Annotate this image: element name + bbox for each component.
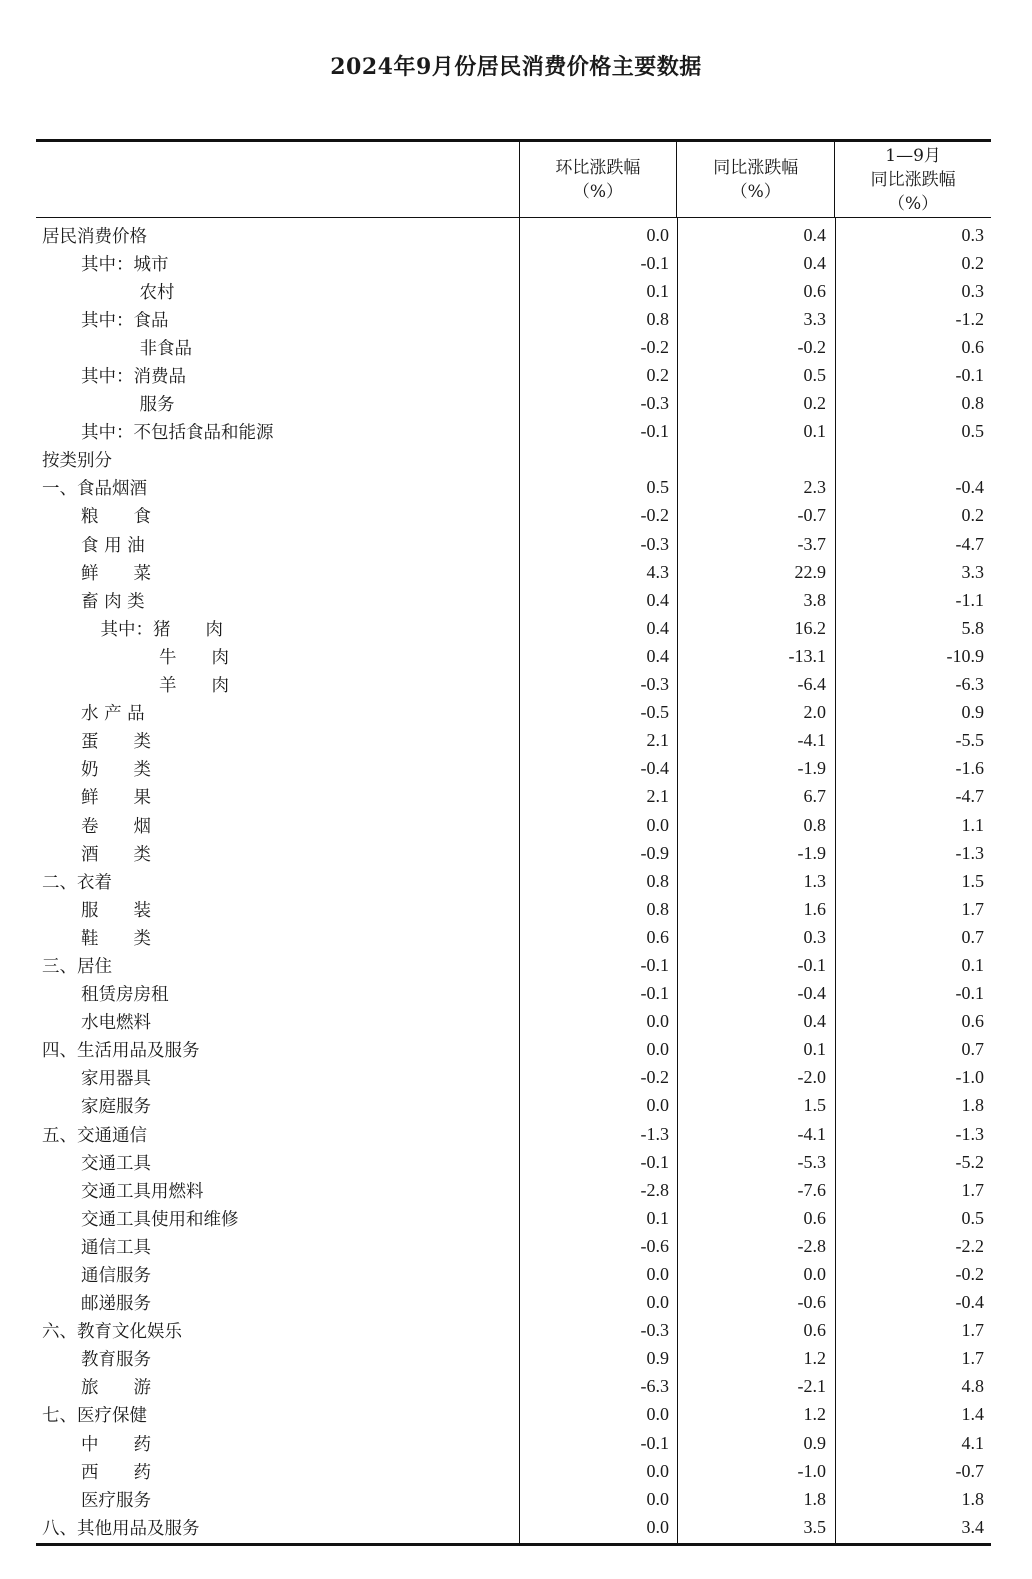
ytd-value: 1.7 xyxy=(961,1179,984,1200)
ytd-value: -10.9 xyxy=(946,645,984,666)
yoy-value: 2.3 xyxy=(803,477,826,498)
row-label: 非食品 xyxy=(139,338,192,359)
ytd-value: -0.4 xyxy=(955,477,984,498)
yoy-value: 0.8 xyxy=(803,814,826,835)
row-label: 鞋 类 xyxy=(81,928,151,949)
header-yoy-line2: （%） xyxy=(730,181,781,202)
mom-value: -0.5 xyxy=(640,702,669,723)
header-ytd xyxy=(834,142,991,217)
row-label: 按类别分 xyxy=(42,451,112,472)
mom-value: 0.2 xyxy=(646,365,669,386)
ytd-value: 0.3 xyxy=(961,280,984,301)
yoy-value: 0.2 xyxy=(803,393,826,414)
row-label: 其中：猪 肉 xyxy=(100,619,223,640)
mom-value: -0.6 xyxy=(640,1235,669,1256)
mom-value: -0.3 xyxy=(640,674,669,695)
ytd-value: 0.1 xyxy=(961,954,984,975)
table-row xyxy=(36,249,991,277)
column-divider xyxy=(519,218,520,1543)
row-label: 水 产 品 xyxy=(81,704,145,725)
yoy-value: 0.4 xyxy=(803,224,826,245)
row-label: 通信工具 xyxy=(81,1237,151,1258)
row-label: 农村 xyxy=(139,282,175,303)
ytd-value: 1.7 xyxy=(961,898,984,919)
row-label: 八、其他用品及服务 xyxy=(42,1518,200,1539)
row-label: 家用器具 xyxy=(81,1069,151,1090)
header-label-cell xyxy=(36,142,519,217)
table-row xyxy=(36,1513,991,1541)
table-row xyxy=(36,727,991,755)
table-row xyxy=(36,390,991,418)
mom-value: 0.4 xyxy=(646,645,669,666)
mom-value: 0.0 xyxy=(646,224,669,245)
yoy-value: 3.8 xyxy=(803,589,826,610)
mom-value: 2.1 xyxy=(646,786,669,807)
row-label: 交通工具用燃料 xyxy=(81,1181,204,1202)
row-label: 居民消费价格 xyxy=(42,226,147,247)
mom-value: 0.0 xyxy=(646,1039,669,1060)
table-row xyxy=(36,1289,991,1317)
ytd-value: 0.7 xyxy=(961,1039,984,1060)
row-label: 服务 xyxy=(139,395,175,416)
row-label: 旅 游 xyxy=(81,1378,151,1399)
table-row xyxy=(36,811,991,839)
yoy-value: -2.1 xyxy=(797,1376,826,1397)
row-label: 六、教育文化娱乐 xyxy=(42,1322,182,1343)
yoy-value: 22.9 xyxy=(794,561,826,582)
mom-value: 0.8 xyxy=(646,870,669,891)
yoy-value: -0.1 xyxy=(797,954,826,975)
ytd-value: 0.7 xyxy=(961,926,984,947)
ytd-value: 3.3 xyxy=(961,561,984,582)
yoy-value: 0.6 xyxy=(803,1207,826,1228)
row-label: 医疗服务 xyxy=(81,1490,151,1511)
ytd-value: -2.2 xyxy=(955,1235,984,1256)
yoy-value: 0.6 xyxy=(803,280,826,301)
yoy-value: -7.6 xyxy=(797,1179,826,1200)
ytd-value: -1.2 xyxy=(955,308,984,329)
header-mom-line1: 环比涨跌幅 xyxy=(555,157,641,178)
mom-value: 4.3 xyxy=(646,561,669,582)
yoy-value: 0.3 xyxy=(803,926,826,947)
ytd-value: 0.5 xyxy=(961,1207,984,1228)
mom-value: 0.4 xyxy=(646,617,669,638)
table-row xyxy=(36,867,991,895)
yoy-value: -2.0 xyxy=(797,1067,826,1088)
table-row xyxy=(36,755,991,783)
header-ytd-line3: （%） xyxy=(888,193,939,214)
table-row xyxy=(36,530,991,558)
table-row xyxy=(36,951,991,979)
cpi-table xyxy=(36,139,991,1546)
mom-value: 0.0 xyxy=(646,814,669,835)
ytd-value: 0.6 xyxy=(961,336,984,357)
yoy-value: 0.1 xyxy=(803,1039,826,1060)
mom-value: 0.0 xyxy=(646,1460,669,1481)
mom-value: 0.9 xyxy=(646,1348,669,1369)
ytd-value: 0.8 xyxy=(961,393,984,414)
ytd-value: 0.2 xyxy=(961,505,984,526)
mom-value: 0.1 xyxy=(646,1207,669,1228)
yoy-value: 0.5 xyxy=(803,365,826,386)
yoy-value: 1.2 xyxy=(803,1404,826,1425)
mom-value: 0.6 xyxy=(646,926,669,947)
mom-value: -0.3 xyxy=(640,533,669,554)
column-divider xyxy=(677,218,678,1543)
yoy-value: 0.4 xyxy=(803,1011,826,1032)
ytd-value: 1.8 xyxy=(961,1488,984,1509)
row-label: 卷 烟 xyxy=(81,816,151,837)
ytd-value: -4.7 xyxy=(955,786,984,807)
yoy-value: -13.1 xyxy=(788,645,826,666)
row-label: 中 药 xyxy=(81,1434,151,1455)
ytd-value: 1.5 xyxy=(961,870,984,891)
table-row xyxy=(36,1064,991,1092)
table-row xyxy=(36,502,991,530)
table-row xyxy=(36,1401,991,1429)
mom-value: 0.0 xyxy=(646,1011,669,1032)
mom-value: -6.3 xyxy=(640,1376,669,1397)
mom-value: 0.5 xyxy=(646,477,669,498)
row-label: 其中：城市 xyxy=(81,254,169,275)
table-row xyxy=(36,474,991,502)
table-row xyxy=(36,699,991,727)
ytd-value: -0.4 xyxy=(955,1292,984,1313)
table-row xyxy=(36,361,991,389)
mom-value: 0.8 xyxy=(646,898,669,919)
row-label: 邮递服务 xyxy=(81,1294,151,1315)
ytd-value: -0.7 xyxy=(955,1460,984,1481)
header-mom-line2: （%） xyxy=(572,181,623,202)
mom-value: -0.2 xyxy=(640,336,669,357)
table-row xyxy=(36,642,991,670)
row-label: 畜 肉 类 xyxy=(81,591,145,612)
ytd-value: 1.7 xyxy=(961,1320,984,1341)
yoy-value: -1.9 xyxy=(797,842,826,863)
row-label: 通信服务 xyxy=(81,1266,151,1287)
row-label: 租赁房房租 xyxy=(81,985,169,1006)
yoy-value: 0.9 xyxy=(803,1432,826,1453)
column-divider xyxy=(835,218,836,1543)
table-row xyxy=(36,923,991,951)
table-row xyxy=(36,839,991,867)
row-label: 四、生活用品及服务 xyxy=(42,1041,200,1062)
ytd-value: -1.3 xyxy=(955,1123,984,1144)
table-row xyxy=(36,333,991,361)
row-label: 家庭服务 xyxy=(81,1097,151,1118)
mom-value: 0.0 xyxy=(646,1292,669,1313)
mom-value: -1.3 xyxy=(640,1123,669,1144)
ytd-value: 4.8 xyxy=(961,1376,984,1397)
mom-value: -0.4 xyxy=(640,758,669,779)
mom-value: -0.9 xyxy=(640,842,669,863)
row-label: 服 装 xyxy=(81,900,151,921)
ytd-value: -0.1 xyxy=(955,365,984,386)
table-row xyxy=(36,1317,991,1345)
yoy-value: 3.5 xyxy=(803,1516,826,1537)
row-label: 一、食品烟酒 xyxy=(42,479,147,500)
row-label: 交通工具使用和维修 xyxy=(81,1209,239,1230)
mom-value: -0.1 xyxy=(640,954,669,975)
row-label: 水电燃料 xyxy=(81,1013,151,1034)
yoy-value: 0.1 xyxy=(803,421,826,442)
mom-value: 0.4 xyxy=(646,589,669,610)
row-label: 蛋 类 xyxy=(81,732,151,753)
yoy-value: -5.3 xyxy=(797,1151,826,1172)
table-row xyxy=(36,1204,991,1232)
ytd-value: -1.6 xyxy=(955,758,984,779)
ytd-value: -1.3 xyxy=(955,842,984,863)
header-ytd-line1: 1—9月 xyxy=(885,145,941,166)
yoy-value: 1.8 xyxy=(803,1488,826,1509)
table-row xyxy=(36,895,991,923)
table-row xyxy=(36,1429,991,1457)
mom-value: -0.1 xyxy=(640,421,669,442)
row-label: 五、交通通信 xyxy=(42,1125,147,1146)
row-label: 三、居住 xyxy=(42,956,112,977)
mom-value: 0.0 xyxy=(646,1488,669,1509)
mom-value: -0.3 xyxy=(640,1320,669,1341)
table-row xyxy=(36,446,991,474)
yoy-value: 1.3 xyxy=(803,870,826,891)
table-row xyxy=(36,1457,991,1485)
table-row xyxy=(36,671,991,699)
yoy-value: -4.1 xyxy=(797,1123,826,1144)
table-row xyxy=(36,783,991,811)
row-label: 二、衣着 xyxy=(42,872,112,893)
yoy-value: -0.2 xyxy=(797,336,826,357)
mom-value: 0.0 xyxy=(646,1516,669,1537)
row-label: 粮 食 xyxy=(81,507,151,528)
yoy-value: -0.4 xyxy=(797,983,826,1004)
table-row xyxy=(36,1148,991,1176)
yoy-value: -1.0 xyxy=(797,1460,826,1481)
ytd-value: -4.7 xyxy=(955,533,984,554)
ytd-value: -6.3 xyxy=(955,674,984,695)
row-label: 酒 类 xyxy=(81,844,151,865)
table-row xyxy=(36,305,991,333)
table-row xyxy=(36,418,991,446)
row-label: 交通工具 xyxy=(81,1153,151,1174)
table-row xyxy=(36,1373,991,1401)
mom-value: 0.0 xyxy=(646,1404,669,1425)
yoy-value: -2.8 xyxy=(797,1235,826,1256)
table-row xyxy=(36,558,991,586)
table-row xyxy=(36,586,991,614)
table-body xyxy=(36,218,991,1543)
table-row xyxy=(36,221,991,249)
yoy-value: -1.9 xyxy=(797,758,826,779)
yoy-value: 3.3 xyxy=(803,308,826,329)
yoy-value: 2.0 xyxy=(803,702,826,723)
ytd-value: 5.8 xyxy=(961,617,984,638)
table-row xyxy=(36,1120,991,1148)
table-row xyxy=(36,1232,991,1260)
ytd-value: 0.5 xyxy=(961,421,984,442)
row-label: 鲜 果 xyxy=(81,788,151,809)
row-label: 其中：不包括食品和能源 xyxy=(81,423,274,444)
ytd-value: 3.4 xyxy=(961,1516,984,1537)
header-yoy xyxy=(676,142,834,217)
table-row xyxy=(36,1036,991,1064)
ytd-value: 0.6 xyxy=(961,1011,984,1032)
ytd-value: 1.4 xyxy=(961,1404,984,1425)
yoy-value: -3.7 xyxy=(797,533,826,554)
header-mom xyxy=(519,142,677,217)
row-label: 奶 类 xyxy=(81,760,151,781)
table-row xyxy=(36,1260,991,1288)
ytd-value: 1.1 xyxy=(961,814,984,835)
mom-value: -2.8 xyxy=(640,1179,669,1200)
row-label: 七、医疗保健 xyxy=(42,1406,147,1427)
yoy-value: 0.6 xyxy=(803,1320,826,1341)
row-label: 羊 肉 xyxy=(159,676,229,697)
table-row xyxy=(36,614,991,642)
mom-value: 0.8 xyxy=(646,308,669,329)
table-row xyxy=(36,1176,991,1204)
ytd-value: -0.1 xyxy=(955,983,984,1004)
mom-value: -0.2 xyxy=(640,1067,669,1088)
header-ytd-line2: 同比涨跌幅 xyxy=(870,169,956,190)
mom-value: 0.0 xyxy=(646,1264,669,1285)
row-label: 其中：消费品 xyxy=(81,367,186,388)
row-label: 西 药 xyxy=(81,1462,151,1483)
ytd-value: 1.7 xyxy=(961,1348,984,1369)
table-row xyxy=(36,1485,991,1513)
ytd-value: -5.2 xyxy=(955,1151,984,1172)
mom-value: -0.1 xyxy=(640,983,669,1004)
yoy-value: -0.7 xyxy=(797,505,826,526)
ytd-value: 4.1 xyxy=(961,1432,984,1453)
yoy-value: -4.1 xyxy=(797,730,826,751)
ytd-value: 1.8 xyxy=(961,1095,984,1116)
yoy-value: -0.6 xyxy=(797,1292,826,1313)
yoy-value: 0.0 xyxy=(803,1264,826,1285)
table-row xyxy=(36,1345,991,1373)
row-label: 食 用 油 xyxy=(81,535,145,556)
mom-value: -0.1 xyxy=(640,1432,669,1453)
header-yoy-line1: 同比涨跌幅 xyxy=(713,157,799,178)
mom-value: -0.3 xyxy=(640,393,669,414)
table-header xyxy=(36,142,991,218)
mom-value: 0.0 xyxy=(646,1095,669,1116)
row-label: 鲜 菜 xyxy=(81,563,151,584)
row-label: 牛 肉 xyxy=(159,647,229,668)
ytd-value: 0.9 xyxy=(961,702,984,723)
yoy-value: 6.7 xyxy=(803,786,826,807)
row-label: 其中：食品 xyxy=(81,310,169,331)
mom-value: -0.1 xyxy=(640,252,669,273)
yoy-value: 1.6 xyxy=(803,898,826,919)
page-title: 2024年9月份居民消费价格主要数据 xyxy=(330,54,702,80)
ytd-value: -0.2 xyxy=(955,1264,984,1285)
yoy-value: 0.4 xyxy=(803,252,826,273)
table-row xyxy=(36,1092,991,1120)
ytd-value: -1.0 xyxy=(955,1067,984,1088)
table-row xyxy=(36,277,991,305)
table-row xyxy=(36,980,991,1008)
yoy-value: 1.5 xyxy=(803,1095,826,1116)
ytd-value: -5.5 xyxy=(955,730,984,751)
mom-value: -0.1 xyxy=(640,1151,669,1172)
ytd-value: -1.1 xyxy=(955,589,984,610)
mom-value: -0.2 xyxy=(640,505,669,526)
yoy-value: 1.2 xyxy=(803,1348,826,1369)
yoy-value: 16.2 xyxy=(794,617,826,638)
ytd-value: 0.3 xyxy=(961,224,984,245)
yoy-value: -6.4 xyxy=(797,674,826,695)
mom-value: 0.1 xyxy=(646,280,669,301)
ytd-value: 0.2 xyxy=(961,252,984,273)
row-label: 教育服务 xyxy=(81,1350,151,1371)
mom-value: 2.1 xyxy=(646,730,669,751)
table-row xyxy=(36,1008,991,1036)
